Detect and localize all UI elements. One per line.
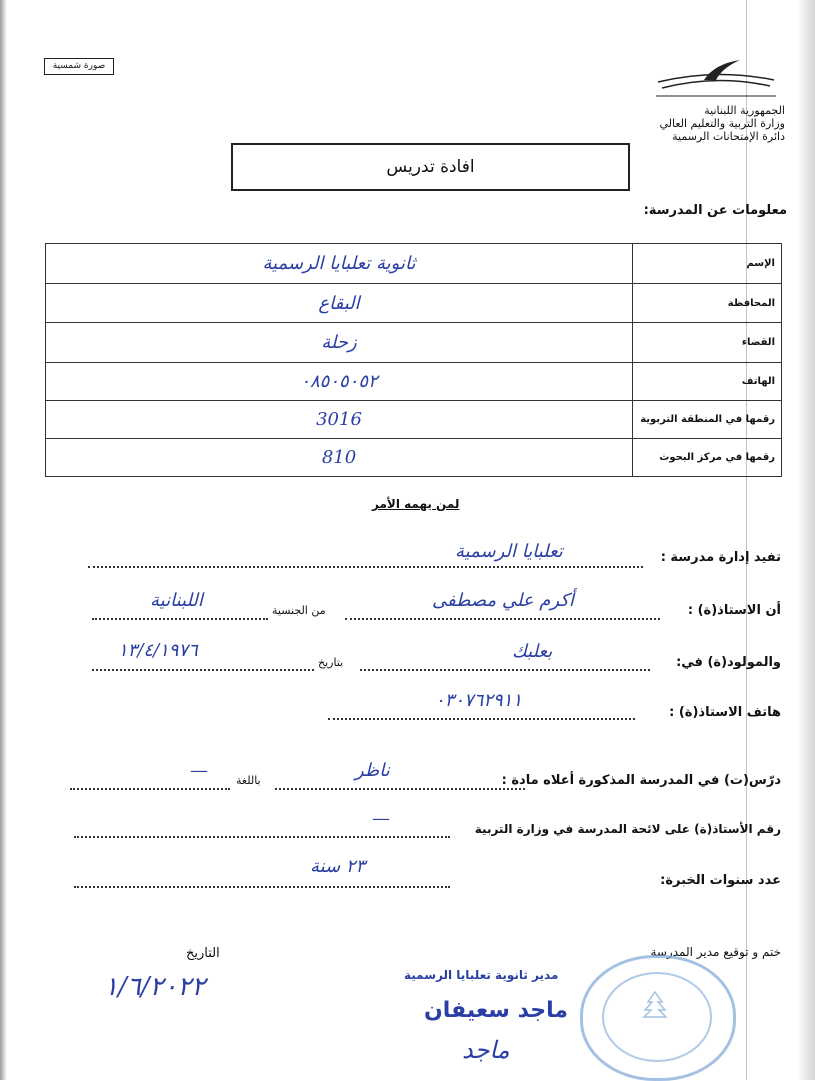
table-row [46, 323, 782, 363]
school-name-label: الإسم [633, 244, 782, 284]
director-signature: ماجد [462, 1036, 510, 1064]
to-whom-heading: لمن يهمه الأمر [372, 497, 460, 511]
research-number-label: رقمها في مركز البحوث [633, 439, 782, 477]
ministry-logo [656, 58, 776, 102]
school-admin-value: تعلبايا الرسمية [455, 541, 563, 562]
table-row [46, 284, 782, 323]
teacher-label: أن الاستاذ(ة) : [687, 603, 781, 618]
photo-placeholder: صورة شمسية [44, 58, 114, 75]
teacher-name-value: أكرم علي مصطفى [432, 590, 574, 611]
teacher-phone-value: ٠٣٠٧٦٢٩١١ [435, 690, 523, 711]
table-row [46, 439, 782, 477]
scan-edge-left [0, 0, 7, 1080]
subject-label: درّس(ت) في المدرسة المذكورة أعلاه مادة : [501, 773, 781, 788]
nationality-value: اللبنانية [150, 590, 203, 611]
date-value: ١/٦/٢٠٢٢ [104, 972, 206, 1002]
letterhead [585, 104, 785, 143]
research-number-value: 810 [46, 439, 633, 477]
document-title: افادة تدريس [231, 143, 630, 191]
ministry-number-line [74, 818, 450, 838]
republic-name: الجمهورية اللبنانية [704, 104, 785, 117]
school-name-value: ثانوية تعلبايا الرسمية [46, 244, 633, 284]
phone-value: ٠٨٥٠٥٠٥٢ [46, 363, 633, 401]
experience-label: عدد سنوات الخبرة: [660, 873, 781, 888]
school-info-heading: معلومات عن المدرسة: [643, 203, 787, 218]
ministry-number-label: رقم الأستاذ(ة) على لائحة المدرسة في وزارة التربية [474, 822, 781, 836]
birthplace-value: بعلبك [512, 641, 553, 662]
zone-number-label: رقمها في المنطقة التربوية [633, 401, 782, 439]
school-info-table [45, 243, 782, 477]
language-value: — [190, 760, 208, 781]
school-admin-label: تفيد إدارة مدرسة : [660, 550, 781, 565]
signature-label: ختم و توقيع مدير المدرسة [650, 945, 781, 959]
ministry-name: وزارة التربية والتعليم العالي [659, 117, 785, 130]
department-name: دائرة الإمتحانات الرسمية [672, 130, 785, 143]
table-row [46, 363, 782, 401]
language-label: باللغة [236, 774, 261, 787]
scan-edge-right [797, 0, 815, 1080]
district-label: القضاء [633, 323, 782, 363]
nationality-label: من الجنسية [272, 604, 326, 617]
district-value: زحلة [46, 323, 633, 363]
table-row [46, 244, 782, 284]
cedar-icon [640, 990, 670, 1020]
birthplace-line [360, 651, 650, 671]
subject-line [275, 770, 525, 790]
subject-value: ناظر [355, 760, 390, 781]
experience-value: ٢٣ سنة [310, 856, 366, 877]
governorate-label: المحافظة [633, 284, 782, 323]
phone-label: الهاتف [633, 363, 782, 401]
birthdate-label: بتاريخ [318, 656, 344, 669]
governorate-value: البقاع [46, 284, 633, 323]
seal-school-text: مدير ثانوية تعلبايا الرسمية [404, 968, 559, 982]
birthplace-label: والمولود(ة) في: [676, 655, 781, 670]
seal-director-name: ماجد سعيفان [424, 998, 569, 1023]
scan-line [746, 0, 747, 1080]
table-row [46, 401, 782, 439]
date-label: التاريخ [186, 946, 220, 961]
ministry-number-value: — [372, 808, 390, 829]
birthdate-value: ١٣/٤/١٩٧٦ [118, 640, 198, 661]
zone-number-value: 3016 [46, 401, 633, 439]
teacher-phone-label: هاتف الاستاذ(ة) : [669, 705, 781, 720]
experience-line [74, 868, 450, 888]
